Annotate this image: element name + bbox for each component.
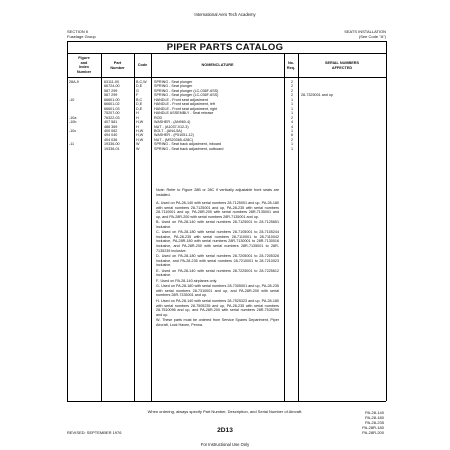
- nomenclature-cell: SPRING - Seat back adjustment, outboard: [154, 146, 224, 151]
- ordering-instruction: When ordering, always specify Part Number, Description, and Serial Number of Aircraft.: [147, 409, 303, 414]
- model-item: PA-28-140: [365, 410, 384, 415]
- code-cell: D,E: [136, 106, 143, 111]
- figure-code-ref: (See Code "A"): [358, 34, 386, 39]
- col-header-serial: SERIAL NUMBERS AFFECTED: [324, 61, 360, 70]
- quantity-cell: 1: [290, 128, 294, 133]
- note-code-a: A- Used on PA-28-140 with serial numbers 28-7125001 and up, PA-28-180 with serial numbers 28-7125001 and up, PA-28-235 with serial numbers 28-7110001 and up, PA-28R-200 with serial numbers 28R-7135001 and up, and PA-28R-200 with serial numbers 28R-7135001 and up.: [156, 201, 279, 219]
- code-cell: B,C,W: [136, 80, 147, 84]
- quantity-cell: 1: [290, 97, 294, 102]
- page-code: 2D13: [217, 427, 233, 434]
- note-code-h: H- Used on PA-28-140 with serial numbers 28-7525323 and up, PA-28-180 with serial numbers 28-7505235 and up, PA-28-235 with serial numbers 28-7510096 and up, and PA-28R-200 with serial numbers 28R-7535299 and up.: [156, 299, 279, 317]
- col-rule-fig: [101, 53, 102, 401]
- nomenclature-cell: NUT - (A1037-012-3): [154, 124, 189, 129]
- part-number-cell: 66601-02: [104, 102, 120, 107]
- code-cell: D,E: [136, 102, 143, 107]
- nomenclature-cell: SPRING - Seat back adjustment, inboard: [154, 142, 222, 147]
- note-intro: Note: Refer to Figure 28B or 28C if vertically adjustable front seats are installed.: [156, 188, 279, 197]
- nomenclature-cell: HANDLE - Front seat adjustment, right: [154, 106, 218, 111]
- quantity-cell: 4: [290, 124, 294, 129]
- nomenclature-cell: BOLT - (AN4-5A): [154, 128, 182, 133]
- col-rule-part: [134, 53, 135, 401]
- col-header-req: No. Req.: [286, 61, 296, 70]
- academy-header: International Aero Tech Academy: [194, 12, 256, 17]
- figure-title: SEATS INSTALLATION: [344, 29, 386, 34]
- table-bottom-rule: [67, 401, 386, 402]
- col-header-code: Code: [137, 63, 148, 67]
- nomenclature-cell: ROD: [154, 115, 163, 120]
- code-cell: H: [136, 115, 139, 120]
- quantity-cell: 4: [290, 120, 294, 125]
- part-number-cell: 407 581: [104, 120, 118, 125]
- section-group: Fuselage Group: [67, 34, 96, 39]
- code-cell: D,E: [136, 84, 143, 89]
- part-number-cell: 66724-00: [104, 84, 120, 89]
- note-code-f: F- Used on PA-28-140 airplanes only.: [156, 278, 218, 283]
- serial-cell: 28-7325001 and up: [301, 93, 333, 98]
- section-number: SECTION II: [67, 29, 89, 34]
- quantity-cell: 1: [290, 102, 294, 107]
- code-cell: F: [136, 93, 139, 98]
- figure-index-cell: -11: [69, 142, 75, 147]
- note-code-d: D- Used on PA-28-180 with serial numbers 28-7205001 to 28-7205326 inclusive, and PA-28-235 with serial numbers 28-7210001 to 28-7210023 inclusive.: [156, 254, 279, 268]
- quantity-cell: 2: [290, 88, 294, 93]
- quantity-cell: 1: [290, 111, 294, 116]
- col-header-part: Part Number: [110, 61, 125, 70]
- figure-index-cell: -10c: [69, 128, 77, 133]
- quantity-cell: 2: [290, 93, 294, 98]
- code-cell: H,W: [136, 137, 144, 142]
- quantity-cell: 1: [290, 142, 294, 147]
- model-item: PA-28-235: [365, 419, 384, 425]
- quantity-cell: 1: [290, 146, 294, 151]
- code-cell: H: [136, 124, 139, 129]
- quantity-cell: 2: [290, 80, 294, 84]
- model-item: PA-28-180: [365, 414, 384, 420]
- notes-block: [156, 188, 279, 327]
- model-list: [362, 411, 384, 436]
- quantity-cell: 2: [290, 84, 294, 89]
- nomenclature-cell: WASHER - (P51051-12): [154, 133, 194, 138]
- col-header-nomenclature: NOMENCLATURE: [201, 63, 234, 67]
- nomenclature-cell: HANDLE - Front seat adjustment, left: [154, 102, 215, 107]
- code-cell: W: [136, 142, 140, 147]
- note-code-c: C- Used on PA-28-180 with serial numbers 28-7105001 to 28-7105244 inclusive, PA-28-235 with serial numbers 28-7110001 to 28-7110042 inclusive, PA-28R-180 with serial numbers 28R-7130001 to 28R-7130016 inclusive, and PA-28R-200 with serial numbers 28R-7135001 to 28R-7135239 inclusive.: [156, 230, 279, 253]
- part-number-cell: 400 062: [104, 128, 118, 133]
- part-number-cell: 63111-00: [104, 80, 120, 84]
- part-number-cell: 75207-00: [104, 111, 120, 116]
- figure-index-cell: 28A-9: [69, 80, 79, 84]
- col-rule-right: [386, 41, 387, 401]
- instructional-footer: For Instructional Use Only: [200, 442, 250, 447]
- code-cell: B,C: [136, 97, 143, 102]
- col-rule-left: [67, 41, 68, 401]
- figure-index-cell: -10: [69, 97, 75, 102]
- col-header-figure: Figure and Index Number: [76, 56, 92, 74]
- quantity-cell: 6: [290, 133, 294, 138]
- note-code-b: B- Used on PA-28-140 with serial numbers 28-7125001 to 28-7125651 inclusive.: [156, 220, 279, 229]
- quantity-cell: 1: [290, 106, 294, 111]
- code-cell: H: [136, 111, 139, 116]
- figure-index-cell: -10b: [69, 120, 77, 125]
- header-rule: [67, 77, 386, 78]
- note-code-e: E- Used on PA-28-140 with serial numbers 28-7225001 to 28-7225612 inclusive.: [156, 268, 279, 278]
- code-cell: H,W: [136, 128, 144, 133]
- code-cell: G: [136, 88, 139, 93]
- figure-heading: [344, 29, 386, 39]
- title-rule: [67, 53, 386, 54]
- quantity-cell: 2: [290, 137, 294, 142]
- nomenclature-cell: SPRING - Seat plunger: [154, 80, 193, 84]
- nomenclature-cell: HANDLE - Front seat adjustment: [154, 97, 208, 102]
- part-number-cell: 494 040: [104, 133, 118, 138]
- nomenclature-cell: HANDLE ASSEMBLY - Seat release: [154, 111, 214, 116]
- part-number-cell: 76322-03: [104, 115, 120, 120]
- part-number-cell: 587 299: [104, 93, 118, 98]
- note-code-g: G- Used on PA-28-180 with serial numbers 28-7305001 and up, PA-28-235 with serial numbers 28-7310001 and up, and PA-28R-200 with serial numbers 28R-7335001 and up.: [156, 284, 279, 298]
- model-item: PA-28R-200: [362, 429, 384, 435]
- note-code-w: W- These parts must be ordered from Service Spares Department, Piper Aircraft, Lock Haven, Penna.: [156, 318, 279, 327]
- part-number-cell: 66601-00: [104, 97, 120, 102]
- nomenclature-cell: NUT - (MS20365-428C): [154, 137, 194, 142]
- col-rule-code: [151, 53, 152, 401]
- catalog-title: PIPER PARTS CATALOG: [166, 42, 284, 53]
- revision-date: REVISED: SEPTEMBER 1976: [67, 430, 122, 435]
- nomenclature-cell: SPRING - Seat plunger (LC-036F-6SS): [154, 93, 219, 98]
- nomenclature-cell: SPRING - Seat plunger: [154, 84, 193, 89]
- nomenclature-cell: WASHER - (AN960-4): [154, 120, 191, 125]
- part-number-cell: 19336-00: [104, 142, 120, 147]
- model-item: PA-28R-180: [362, 424, 384, 430]
- part-number-cell: 587 299: [104, 88, 118, 93]
- col-rule-nom: [284, 53, 285, 401]
- code-cell: H,W: [136, 133, 144, 138]
- section-heading: [67, 29, 96, 39]
- col-rule-req: [298, 53, 299, 401]
- part-number-cell: 404 036: [104, 137, 118, 142]
- part-number-cell: 486 369: [104, 124, 118, 129]
- part-number-cell: 66601-03: [104, 106, 120, 111]
- nomenclature-cell: SPRING - Seat plunger (LC-036F-6SS): [154, 88, 219, 93]
- quantity-cell: 2: [290, 115, 294, 120]
- part-number-cell: 19336-01: [104, 146, 120, 151]
- figure-index-cell: -10a: [69, 115, 77, 120]
- code-cell: W: [136, 146, 140, 151]
- code-cell: H,W: [136, 120, 144, 125]
